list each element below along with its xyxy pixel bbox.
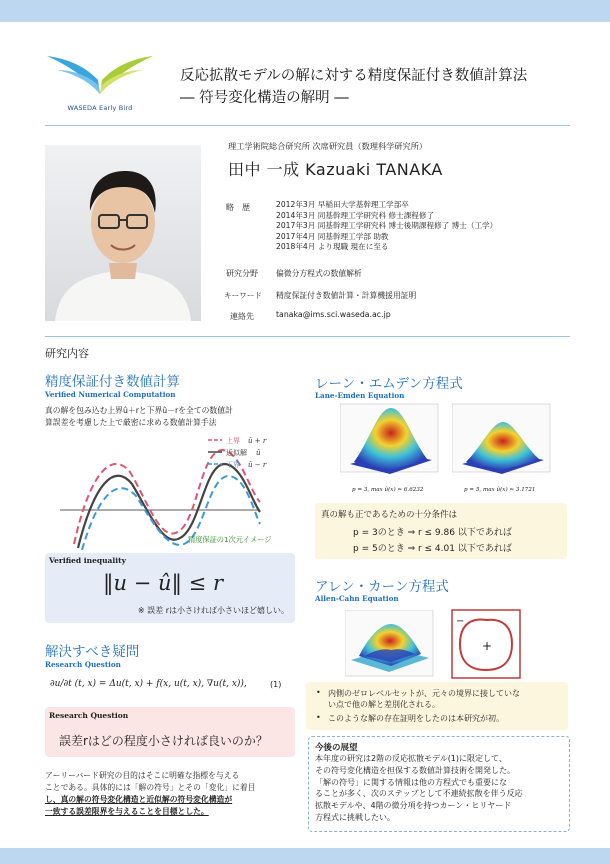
outlook-title: 今後の展望 [315,743,358,753]
bullet-item-cont: い点で他の解と差別化される。 [328,700,440,709]
verified-inequality-box [45,553,295,623]
allen-cahn-title-en: Allen-Cahn Equation [315,594,399,603]
bottom-band [0,848,610,864]
verified-title-en: Verified Numerical Computation [45,390,176,399]
field-value: 偏微分方程式の数値解析 [276,269,362,278]
verified-title-jp: 精度保証付き数値計算 [45,374,180,390]
conclusion-line1: アーリーバード研究の目的はそこに明確な指標を与える [45,771,240,780]
inequality-note: ※ 誤差 rは小さければ小さいほど嬉しい。 [137,606,289,615]
logo-text: WASEDA Early Bird [67,104,133,112]
field-label: 研究分野 [226,269,258,278]
legend-lower: 下界 [226,461,240,469]
affiliation: 理工学術院総合研究所 次席研究員（数理科学研究所） [228,141,428,151]
plot1-caption: p = 3, max û(x) ≈ 6.6232 [352,487,424,493]
condition-title: 真の解も正であるための十分条件は [321,510,458,520]
history-label: 略 歴 [226,203,250,212]
researcher-name: 田中 一成 Kazuaki TANAKA [228,160,443,179]
inequality-formula: ‖u − û‖ ≤ r [103,571,223,595]
history-list [276,200,497,253]
question-title-jp: 解決すべき疑問 [45,644,140,660]
researcher-photo [45,145,201,321]
history-item: 2014年3月 同基幹理工学研究科 修士課程修了 [276,210,435,220]
allen-cahn-surface-plot [345,610,435,680]
history-item: 2018年4月 より現職 現在に至る [276,242,389,252]
inequality-title: Verified inequality [49,556,126,565]
plot2-caption: p = 5, max û(x) ≈ 3.1721 [464,487,536,493]
conclusion-line4: 一致する誤差限界を与えることを目標とした。 [45,807,209,816]
verified-desc-line1: 真の解を包み込む上界û＋rと下界û－rを全ての数値計 [45,406,233,415]
outlook-body: 本年度の研究は2階の反応拡散モデル(1)に限定して、 その符号変化構造を担保する数値計算技術を開発した。 「解の符号」に関する情報は他の方程式でも重要にな ることが多く、次のステップとして不連続拡散を伴う反応 拡散モデルや、4階の微分項を持つカーン・ヒリヤード 方程式に挑戦したい。 [315,754,523,822]
plus-sign: + [482,639,493,653]
one-dimensional-bound-diagram [60,432,290,550]
legend-approx-math: û [256,449,261,457]
lane-emden-plot-p5 [452,400,552,480]
lane-emden-title-en: Lane-Emden Equation [315,391,405,400]
bullet-item: • このような解の存在証明をしたのは本研究が初。 [316,713,504,723]
legend-lower-math: û − r [248,461,267,469]
conclusion-line2: ことである。具体的には「解の符号」とその「変化」に着目 [45,783,256,792]
section-title: 研究内容 [45,347,89,360]
verified-desc-line2: 算誤差を考慮した上で厳密に求める数値計算手法 [45,418,217,427]
sufficient-condition-box [315,503,567,559]
history-item: 2017年4月 同基幹理工学部 助教 [276,231,389,241]
history-item: 2017年3月 同基幹理工学研究科 博士後期課程修了 博士（工学） [276,221,498,231]
bullet-item: • 内側のゼロレベルセットが、元々の境界に接していな [316,688,520,698]
legend-upper-math: û + r [248,437,267,445]
allen-cahn-zero-level-plot [450,608,522,680]
condition-p3: p = 3のとき ⇒ r ≤ 9.86 以下であれば [353,528,512,538]
keyword-value: 精度保証付き数値計算・計算機援用証明 [276,291,417,300]
header-divider [45,125,570,126]
research-question-box [45,707,295,757]
conclusion-line3: し、真の解の符号変化構造と近似解の符号変化構造が [45,795,233,804]
minus-sign: − [456,616,465,627]
condition-p5: p = 5のとき ⇒ r ≤ 4.01 以下であれば [353,544,512,554]
profile-divider [45,336,570,337]
rq-box-title: Research Question [49,711,129,720]
rq-box-text: 誤差rはどの程度小さければ良いのか？ [59,734,268,748]
diagram-caption: 精度保証の1次元イメージ [188,535,272,544]
waseda-early-bird-logo [45,46,155,118]
legend-approx: 近似解 [226,449,247,457]
outlook-box [308,736,570,832]
poster-title-line2: ― 符号変化構造の解明 ― [180,90,349,106]
allen-cahn-bullets-box [306,682,568,730]
lane-emden-title-jp: レーン・エムデン方程式 [315,376,463,392]
bird-wings-icon [45,46,155,104]
legend-upper: 上界 [226,437,240,445]
top-band [0,0,610,22]
question-title-en: Research Question [45,660,121,669]
keyword-label: キーワード [224,291,262,300]
poster-title-line1: 反応拡散モデルの解に対する精度保証付き数値計算法 [180,68,528,84]
equation-number: (1) [270,680,282,689]
allen-cahn-title-jp: アレン・カーン方程式 [315,579,449,595]
contact-email[interactable]: tanaka@ims.sci.waseda.ac.jp [276,310,391,319]
contact-label: 連絡先 [230,312,254,321]
history-item: 2012年3月 早稲田大学基幹理工学部卒 [276,200,409,209]
reaction-diffusion-equation: ∂u/∂t (t, x) = Δu(t, x) + f(x, u(t, x), ∇u(t, x)), [50,679,247,689]
lane-emden-plot-p3 [340,400,440,480]
